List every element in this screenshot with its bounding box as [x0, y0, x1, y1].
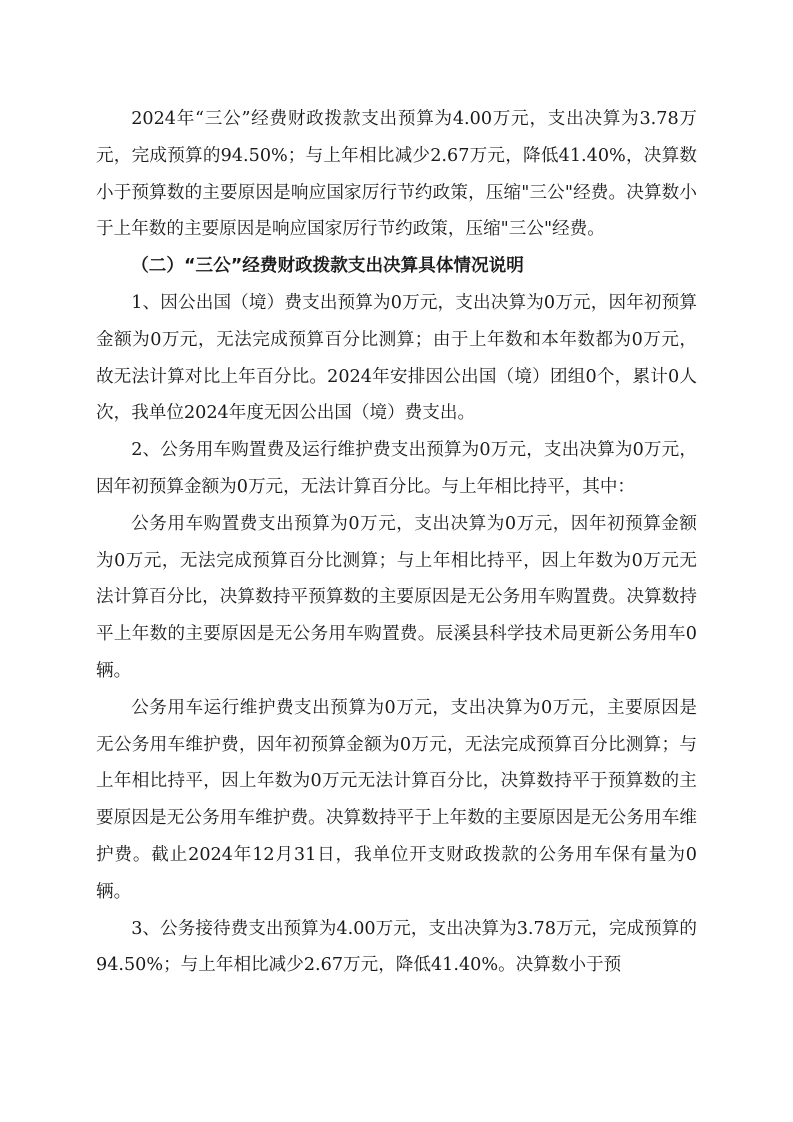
text-line: 1、因公出国（境）费支出预算为0万元，支出决算为0万元，因年 [131, 292, 644, 313]
text-line: 中： [599, 476, 636, 497]
text-line: 费。决算数持平上年数的主要原因是无公务用车购置费。辰溪县科学技术 [96, 587, 697, 645]
text-line: 的公务用车保有量为0辆。 [96, 844, 697, 902]
text-line: 公务用车运行维护费支出预算为0万元，支出决算为0万元，主要原 [131, 697, 662, 718]
text-line: 2、公务用车购置费及运行维护费支出预算为0万元，支出决算为0 [131, 440, 644, 461]
paragraph-vehicle-maintenance [96, 690, 697, 911]
section-heading [96, 248, 697, 285]
text-line: 3.78万元，完成预算的94.50%；与上年相比减少2.67万元，降低 [96, 109, 697, 166]
text-line: 预算的94.50%；与上年相比减少2.67万元，降低41.40%。决算数小于预 [96, 918, 697, 976]
text-line: 为0万元，故无法计算对比上年百分比。2024年安排因公出国（境）团 [96, 329, 697, 387]
text-line: 测算；与上年相比持平，因上年数为0万元无法计算百分比，决算数持平 [96, 734, 697, 792]
text-line: 0万元无法计算百分比，决算数持平预算数的主要原因是无公务用车购置 [96, 550, 697, 608]
text-line: 3、公务接待费支出预算为4.00万元，支出决算为3.78万元，完成 [131, 918, 645, 939]
text-line: 因是无公务用车维护费。截止2024年12月31日，我单位开支财政拨款 [96, 808, 697, 865]
paragraph-vehicle-purchase [96, 506, 697, 690]
text-line: 因是无公务用车维护费，因年初预算金额为0万元，无法完成预算百分比 [96, 697, 697, 755]
paragraph-official-reception [96, 911, 697, 985]
text-line: 41.40%，决算数小于预算数的主要原因是响应国家厉行节约政策，压缩" [96, 145, 697, 203]
text-line: 初预算金额为0万元，无法完成预算百分比测算；由于上年数和本年数都 [96, 292, 697, 350]
text-line: 万元，因年初预算金额为0万元，无法计算百分比。与上年相比持平，其 [96, 440, 697, 497]
heading-text: （二）“三公”经费财政拨款支出决算具体情况说明 [131, 256, 524, 277]
text-line: 缩"三公"经费。 [483, 219, 605, 240]
text-line: 2024年“三公”经费财政拨款支出预算为4.00万元，支出决算为 [131, 109, 640, 129]
text-line: 金额为0万元，无法完成预算百分比测算；与上年相比持平，因上年数为 [96, 513, 697, 571]
paragraph-sangong-summary [96, 101, 697, 248]
text-line: 局更新公务用车0辆。 [96, 624, 697, 681]
text-line: 于预算数的主要原因是无公务用车维护费。决算数持平于上年数的主要原 [96, 771, 697, 829]
paragraph-vehicle-total [96, 432, 697, 506]
text-line: 公务用车购置费支出预算为0万元，支出决算为0万元，因年初预算 [131, 513, 662, 534]
text-line: 组0个，累计0人次，我单位2024年度无因公出国（境）费支出。 [96, 366, 698, 424]
paragraph-overseas-travel [96, 285, 697, 432]
text-line: 三公"经费。决算数小于上年数的主要原因是响应国家厉行节约政策，压 [96, 182, 697, 240]
